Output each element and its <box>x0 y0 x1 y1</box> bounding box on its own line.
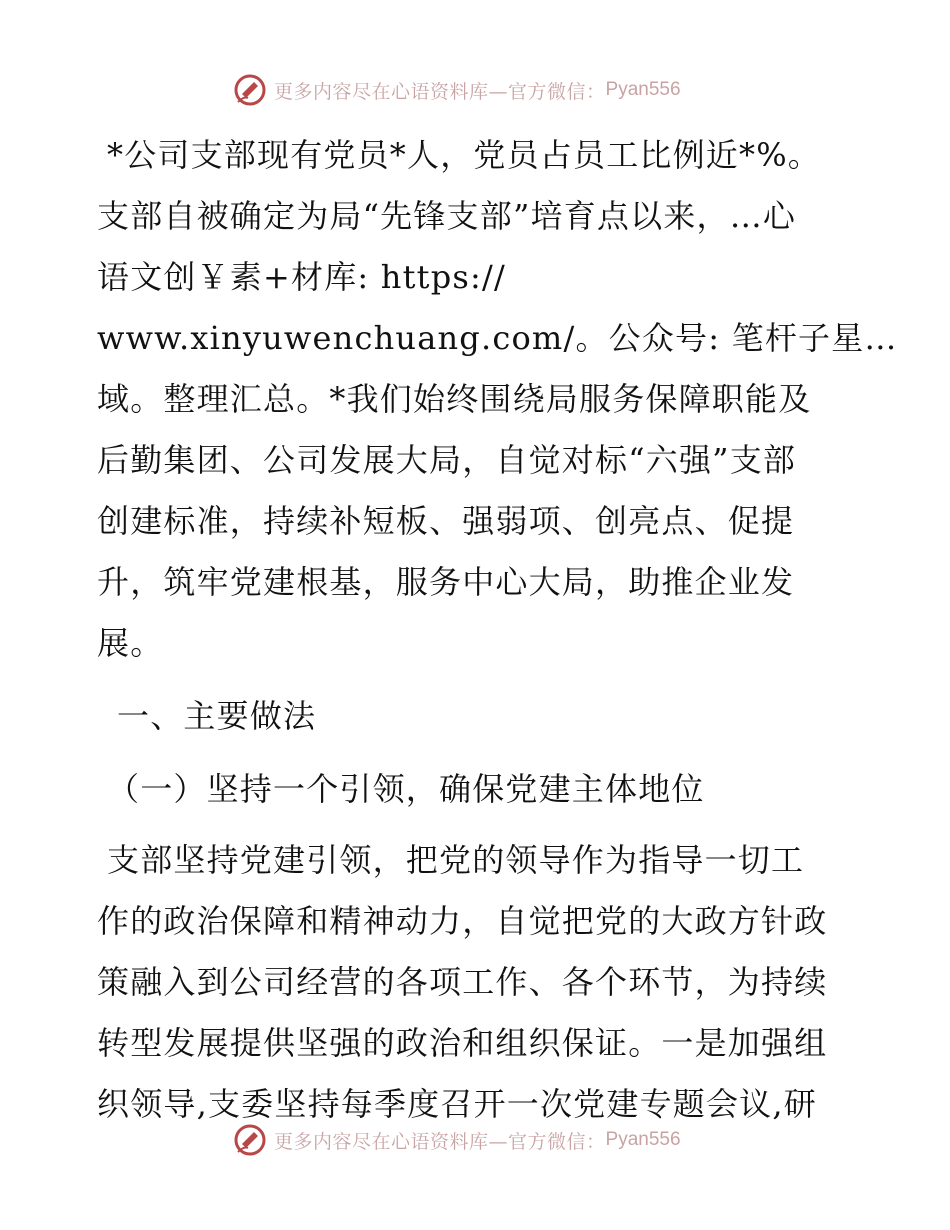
intro-paragraph <box>97 125 898 674</box>
watermark-wechat-id: Pyan556 <box>605 1129 681 1150</box>
text-line: *公司支部现有党员*人，党员占员工比例近*%。 <box>107 136 822 174</box>
text-line: 策融入到公司经营的各项工作、各个环节，为持续 <box>97 963 828 1001</box>
section-heading: 一、主要做法 <box>117 697 317 735</box>
text-line: 展。 <box>97 624 164 662</box>
watermark-text: 更多内容尽在心语资料库—官方微信： <box>274 80 606 103</box>
text-line: 支部自被确定为局“先锋支部”培育点以来，…心 <box>97 197 797 235</box>
document-body <box>97 125 898 1135</box>
body-paragraph <box>97 830 857 1135</box>
text-line: 支部坚持党建引领，把党的领导作为指导一切工 <box>107 841 805 879</box>
watermark-wechat-id: Pyan556 <box>605 79 681 100</box>
text-line: 后勤集团、公司发展大局，自觉对标“六强”支部 <box>97 441 797 479</box>
text-line: 转型发展提供坚强的政治和组织保证。一是加强组 <box>97 1024 828 1062</box>
header-watermark <box>232 70 681 110</box>
subsection-heading: （一）坚持一个引领，确保党建主体地位 <box>107 770 705 808</box>
watermark-text: 更多内容尽在心语资料库—官方微信： <box>274 1130 606 1153</box>
library-logo-icon <box>232 72 268 108</box>
text-line: 语文创￥素+材库: https:// <box>97 258 506 296</box>
text-line: 作的政治保障和精神动力，自觉把党的大政方针政 <box>97 902 828 940</box>
text-line: 织领导,支委坚持每季度召开一次党建专题会议,研 <box>97 1085 817 1123</box>
text-line: 创建标准，持续补短板、强弱项、创亮点、促提 <box>97 502 795 540</box>
text-line: 升，筑牢党建根基，服务中心大局，助推企业发 <box>97 563 795 601</box>
text-line: 域。整理汇总。*我们始终围绕局服务保障职能及 <box>97 380 812 418</box>
library-logo-icon <box>232 1122 268 1158</box>
footer-watermark <box>232 1120 681 1160</box>
text-line: www.xinyuwenchuang.com/。公众号: 笔杆子星… <box>97 319 898 357</box>
